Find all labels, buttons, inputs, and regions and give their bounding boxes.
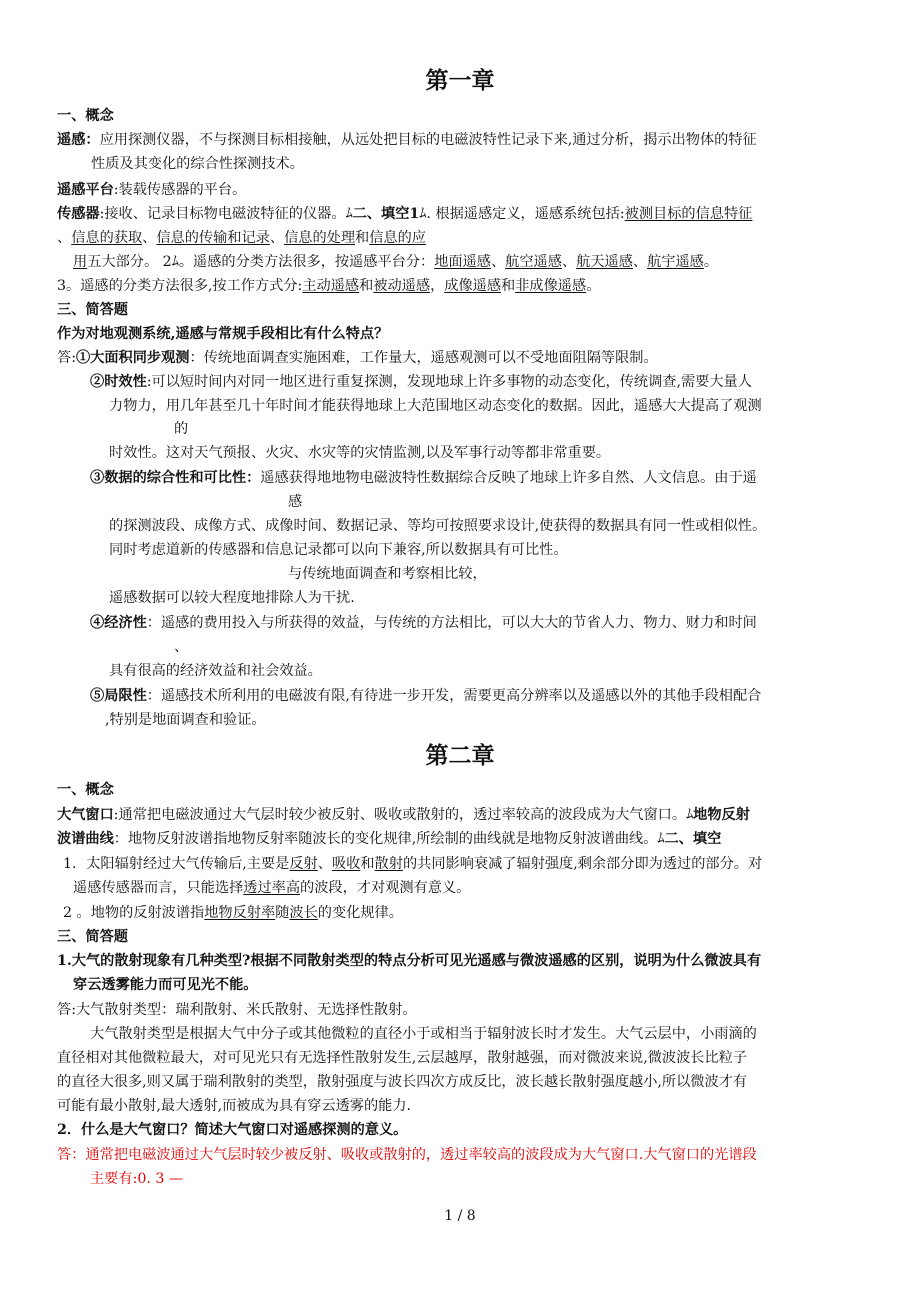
paragraph-line: ④经济性：遥感的费用投入与所获得的效益，与传统的方法相比，可以大大的节省人力、物力、财力和时间	[90, 615, 757, 631]
term: 遥感：	[57, 132, 100, 148]
paragraph-line: 遥感平台:装载传感器的平台。	[57, 182, 247, 198]
blank-answer: 波长	[289, 905, 318, 921]
paragraph-line: 大气窗口:通常把电磁波通过大气层时较少被反射、吸收或散射的，透过率较高的波段成为大气窗口。ﾑ地物反射	[57, 807, 750, 823]
paragraph-line: 1．太阳辐射经过大气传输后,主要是反射、吸收和散射的共同影响衰减了辐射强度,剩余部分即为透过的部分。对	[63, 856, 763, 872]
mark-glyph: ﾑ	[686, 807, 694, 823]
chapter-title: 第二章	[425, 742, 495, 769]
paragraph-line: 传感器:接收、记录目标物电磁波特征的仪器。ﾑ二、填空1ﾑ. 根据遥感定义，遥感系统包括:被测目标的信息特征	[57, 206, 753, 222]
blank-answer: 非成像遥感	[515, 278, 587, 294]
section-heading: 二、填空1	[352, 206, 420, 222]
mark-glyph: ﾑ	[657, 831, 665, 847]
blank-answer: 航宇遥感	[647, 254, 704, 270]
mark-glyph: ﾑ	[171, 254, 179, 270]
blank-answer: 成像遥感	[444, 278, 502, 294]
blank-answer: 信息的处理	[284, 230, 356, 246]
blank-answer: 地物反射率	[204, 905, 276, 921]
mark-glyph: ﾑ	[345, 206, 353, 222]
blank-answer: 信息的传输和记录	[156, 230, 270, 246]
paragraph-line: 感	[288, 494, 303, 510]
page-number: 1 / 8	[444, 1208, 476, 1224]
term: 波谱曲线	[57, 831, 114, 847]
paragraph-line: 遥感数据可以较大程度地排除人为干扰.	[109, 590, 355, 606]
question: 穿云透雾能力而可见光不能。	[73, 977, 258, 993]
paragraph-line: 3。遥感的分类方法很多,按工作方式分:主动遥感和被动遥感，成像遥感和非成像遥感。	[57, 278, 601, 294]
paragraph-line: 大气散射类型是根据大气中分子或其他微粒的直径小于或相当于辐射波长时才发生。大气云层中，小雨滴的	[90, 1026, 757, 1042]
question: 2．什么是大气窗口？简述大气窗口对遥感探测的意义。	[57, 1122, 408, 1138]
paragraph-line: 力物力，用几年甚至几十年时间才能获得地球上大范围地区动态变化的数据。因此，遥感大大提高了观测	[109, 398, 762, 414]
point-title: ①大面积同步观测	[75, 350, 190, 366]
paragraph-line: ③数据的综合性和可比性：遥感获得地地物电磁波特性数据综合反映了地球上许多自然、人文信息。由于遥	[90, 470, 757, 486]
mark-glyph: ﾑ	[419, 206, 427, 222]
paragraph-line: 的	[174, 421, 189, 437]
blank-answer: 航空遥感	[505, 254, 562, 270]
paragraph-line: 与传统地面调查和考察相比较，	[288, 566, 487, 582]
blank-answer: 被测目标的信息特征	[624, 206, 753, 222]
paragraph-line-highlight: 答：通常把电磁波通过大气层时较少被反射、吸收或散射的，透过率较高的波段成为大气窗口.大气窗口的光谱段	[57, 1147, 757, 1163]
blank-answer: 信息的应	[369, 230, 426, 246]
term: 传感器	[57, 206, 100, 222]
paragraph-line: 遥感：应用探测仪器，不与探测目标相接触，从远处把目标的电磁波特性记录下来,通过分析，揭示出物体的特征	[57, 132, 757, 148]
paragraph-line: 直径相对其他微粒最大，对可见光只有无选择性散射发生,云层越厚，散射越强，而对微波来说,微波波长比粒子	[57, 1050, 748, 1066]
paragraph-line: ②时效性:可以短时间内对同一地区进行重复探测，发现地球上许多事物的动态变化，传统调查,需要大量人	[90, 374, 752, 390]
blank-answer: 航天遥感	[576, 254, 633, 270]
paragraph-line: 可能有最小散射,最大透射,而被成为具有穿云透雾的能力.	[57, 1098, 412, 1114]
paragraph-line: 、	[174, 639, 189, 655]
blank-answer: 反射	[289, 856, 318, 872]
paragraph-line: 具有很高的经济效益和社会效益。	[109, 663, 322, 679]
point-title: ④经济性	[90, 615, 147, 631]
question: 作为对地观测系统,遥感与常规手段相比有什么特点？	[57, 326, 389, 342]
section-heading: 三、简答题	[57, 929, 128, 945]
section-heading: 三、简答题	[57, 302, 128, 318]
paragraph-line: 时效性。这对天气预报、火灾、水灾等的灾情监测,以及军事行动等都非常重要。	[109, 445, 611, 461]
paragraph-line: 同时考虑道新的传感器和信息记录都可以向下兼容,所以数据具有可比性。	[109, 542, 568, 558]
paragraph-line: 用五大部分。 2ﾑ。遥感的分类方法很多，按遥感平台分：地面遥感、航空遥感、航天遥感、航宇遥感。	[73, 254, 719, 270]
blank-answer: 吸收	[331, 856, 361, 872]
section-heading: 二、填空	[664, 831, 722, 847]
chapter-title: 第一章	[425, 67, 495, 94]
blank-answer: 地面遥感	[434, 254, 491, 270]
term: 地物反射	[693, 807, 750, 823]
blank-answer: 信息的获取	[71, 230, 143, 246]
paragraph-line: 答:大气散射类型：瑞利散射、米氏散射、无选择性散射。	[57, 1002, 417, 1018]
paragraph-line: 的探测波段、成像方式、成像时间、数据记录、等均可按照要求设计,使获得的数据具有同一性或相似性。	[109, 518, 767, 534]
point-title: ②时效性	[90, 374, 147, 390]
point-title: ③数据的综合性和可比性：	[90, 470, 261, 486]
paragraph-line: 的直径大很多,则又属于瑞利散射的类型，散射强度与波长四次方成反比，波长越长散射强度越小,所以微波才有	[57, 1074, 748, 1090]
paragraph-line: ,特别是地面调查和验证。	[105, 712, 266, 728]
blank-answer: 散射	[374, 856, 403, 872]
paragraph-line: 遥感传感器而言，只能选择透过率高的波段，才对观测有意义。	[73, 880, 471, 896]
blank-answer: 透过率高	[243, 880, 301, 896]
blank-answer: 被动遥感	[373, 278, 431, 294]
paragraph-line-highlight: 主要有:0. 3 —	[90, 1171, 184, 1187]
paragraph-line: 2 。地物的反射波谱指地物反射率随波长的变化规律。	[63, 905, 403, 921]
paragraph-line: 性质及其变化的综合性探测技术。	[91, 156, 304, 172]
paragraph-line: 波谱曲线：地物反射波谱指地物反射率随波长的变化规律,所绘制的曲线就是地物反射波谱曲线。ﾑ二、填空	[57, 831, 722, 847]
paragraph-line: ⑤局限性：遥感技术所利用的电磁波有限,有待进一步开发，需要更高分辨率以及遥感以外的其他手段相配合	[90, 688, 762, 704]
point-title: ⑤局限性	[90, 688, 147, 704]
section-heading: 一、概念	[57, 108, 114, 124]
term: 遥感平台	[57, 182, 114, 198]
term: 大气窗口	[57, 807, 114, 823]
paragraph-line: 答:①大面积同步观测：传统地面调查实施困难，工作量大，遥感观测可以不受地面阻隔等限制。	[57, 350, 658, 366]
question: 1.大气的散射现象有几种类型?根据不同散射类型的特点分析可见光遥感与微波遥感的区别，说明为什么微波具有	[57, 953, 762, 969]
paragraph-line: 、信息的获取、信息的传输和记录、信息的处理和信息的应	[57, 230, 426, 246]
section-heading: 一、概念	[57, 782, 114, 798]
blank-answer: 主动遥感	[302, 278, 360, 294]
